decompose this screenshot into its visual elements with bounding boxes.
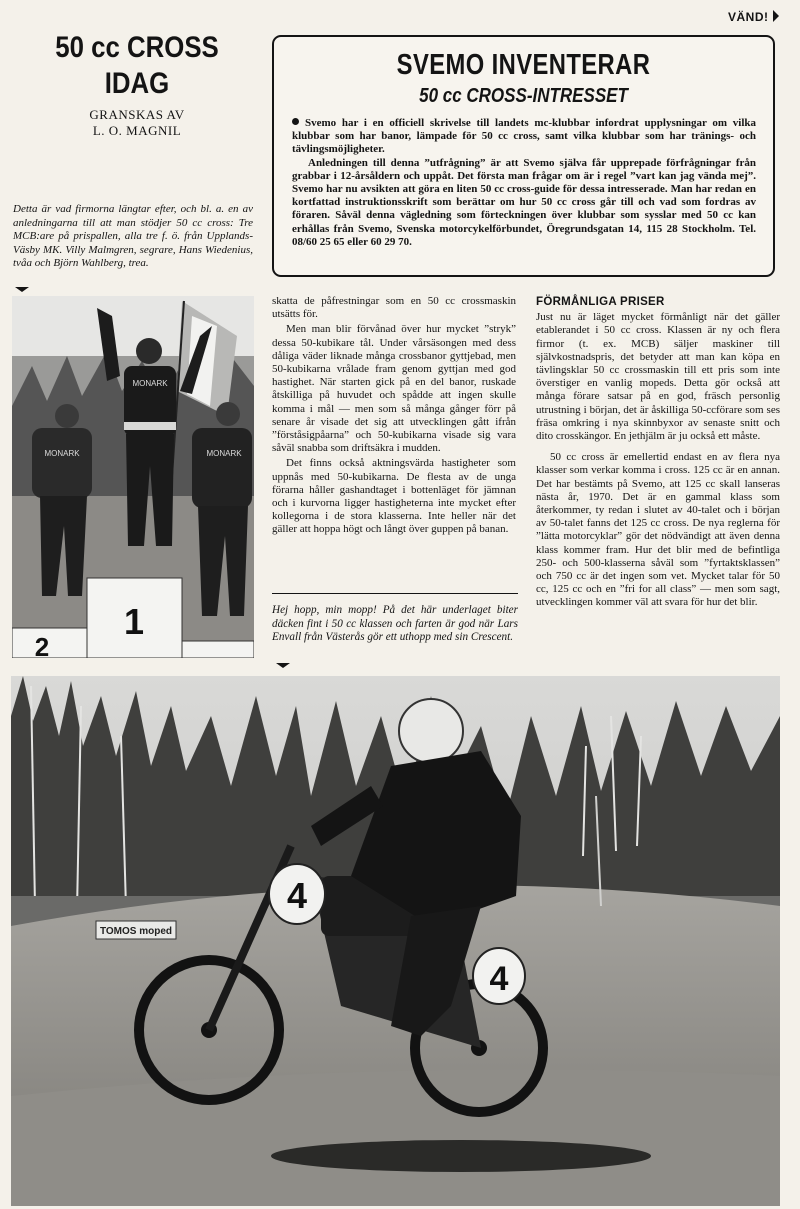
article-column-middle xyxy=(272,295,516,537)
bullet-icon xyxy=(292,118,299,125)
vand-text: VÄND! xyxy=(728,10,769,24)
photo-caption-jump: Hej hopp, min mopp! På det här underlaget biter däcken fint i 50 cc klassen och farten är god när Lars Envall från Västerås gör ett uthopp med sin Crescent. xyxy=(272,604,518,644)
caption-pointer-icon-2 xyxy=(276,663,290,668)
col-right-paragraph-1: Just nu är läget mycket förmånligt när det gäller etablerandet i 50 cc cross. Klassen är ny och flera firmor (t. ex. MCB) säljer maskiner till självkostnadspris, det betyder att man kan köpa en tävlingsklar 50 cc crossmaskin till ett pris som inte överstiger en vanlig mopeds. Detta gör också att många förare satsar på en god, fräsch personlig utrustning i början, det är åskilliga 50-ccförare som ses fräsa omkring i nya skinnbyxor av senaste snitt och dito crosskängor. En jethjälm är ju också ett måste. xyxy=(536,311,780,443)
column-divider xyxy=(272,593,518,594)
col-middle-paragraph-2: Men man blir förvånad över hur mycket ”stryk” dessa 50-kubikare tål. Under vårsäsongen med dess dåliga väder liknade många crossbanor gyttjebad, men 50-kubikarna vrålade fram genom gyttjan med god hastighet. När starten gick på en del banor, ruskade åtskilliga på huvudet och spådde att ingen skulle komma i mål — men som så många gånger förr på senare år visade det sig att utvecklingen gått ifrån ”förståsigpåarna” och 50-kubikarna visade sig vara såväl snabba som driftsäkra i mudden. xyxy=(272,323,516,455)
col-middle-paragraph-1: skatta de påfrestningar som en 50 cc crossmaskin utsätts för. xyxy=(272,295,516,321)
notice-subtitle: 50 cc CROSS-INTRESSET xyxy=(419,85,628,107)
front-race-number: 4 xyxy=(286,875,308,916)
col-right-paragraph-2: 50 cc cross är emellertid endast en av flera nya klasser som verkar komma i cross. 125 cc är en annan. Det har bestämts på Svemo, att 125 cc skall lanseras nästa år, 1970. Det är en gammal klass som återkommer, ty redan i slutet av 40-talet och i början av 50-talet fanns det 125 cc cross. De nya reglerna för ”lätta motorcyklar” gör det nödvändigt att även denna klass kommer fram. Hur det blir med de befintliga 250- och 500-klasserna såväl som ”fyrtaktsklassen” och 750 cc är det ingen som vet. Mycket talar för 50 cc, 125 cc och en ”fri for all class” — men som sagt, utvecklingen kommer väl att svara för hur det blir. xyxy=(536,451,780,609)
photo-caption-podium: Detta är vad firmorna längtar efter, och bl. a. en av anledningarna till att man stödjer 50 cc cross: Tre MCB:are på prispallen, alla tre f. ö. från Upplands-Väsby MK. Villy Malmgren, segrare, Hans Wiedenius, tvåa och Björn Wahlberg, trea. xyxy=(13,203,253,269)
arrow-right-icon xyxy=(773,10,779,22)
side-race-number: 4 xyxy=(489,960,509,998)
byline-line-2: L. O. MAGNIL xyxy=(92,123,182,138)
jersey-text-winner: MONARK xyxy=(132,379,168,388)
col-middle-paragraph-3: Det finns också aktningsvärda hastigheter som uppnås med 50-kubikarna. De flesta av de unga förarna håller gashandtaget i bottenläget för jämnan och i kurvorna ligger hastigheterna inte mycket efter kollegorna i de stora klasserna. Inte heller när det gäller att hoppa högt och långt över guppen på banan. xyxy=(272,457,516,536)
notice-title: SVEMO INVENTERAR xyxy=(396,49,651,81)
section-subhead: FÖRMÅNLIGA PRISER xyxy=(536,296,665,308)
podium-second-number: 2 xyxy=(34,632,50,658)
svemo-notice-box xyxy=(272,35,775,277)
podium-first-number: 1 xyxy=(123,601,145,642)
notice-paragraph-2: Anledningen till denna ”utfrågning” är att Svemo själva får upprepade förfrågningar från grabbar i 12-årsåldern och uppåt. Det första man frågar om är i regel ”vart kan jag vända mej”. Svemo har nu avsikten att göra en liten 50 cc cross-guide för dessa intresserade. Man har redan en kortfattad instruktionsskrift som berättar om hur 50 cc cross går till och vad som fordras av föraren. Såväl denna vägledning som förteckningen över klubbar som sysslar med 50 cc kan erhållas från Svemo, Svenska motorcykelförbundet, Öregrundsgatan 14, 115 28 Stockholm. Tel. 08/60 25 65 eller 60 29 70. xyxy=(292,156,756,248)
article-column-right xyxy=(536,296,780,610)
notice-body xyxy=(292,117,756,249)
motocross-jump-photo xyxy=(11,676,780,1206)
headline-line-1: 50 cc CROSS xyxy=(55,31,219,64)
byline-line-1: GRANSKAS AV xyxy=(89,107,185,122)
headline-line-2: IDAG xyxy=(104,67,170,100)
podium-photo xyxy=(12,296,254,658)
notice-paragraph-1 xyxy=(292,117,756,157)
notice-paragraph-1-text: Svemo har i en officiell skrivelse till landets mc-klubbar infordrat upplysningar om vilka klubbar som har banor, lämpade för 50 cc cross, samt vilka klubbar som har tränings- och tävlingsmöjligheter. xyxy=(292,117,756,156)
jersey-text-right: MONARK xyxy=(206,449,242,458)
sponsor-banner-text: TOMOS moped xyxy=(99,926,173,937)
article-headline xyxy=(38,30,236,102)
page-turn-label xyxy=(728,10,779,24)
byline xyxy=(42,107,232,139)
jersey-text-left: MONARK xyxy=(44,449,80,458)
caption-pointer-icon xyxy=(15,287,29,292)
